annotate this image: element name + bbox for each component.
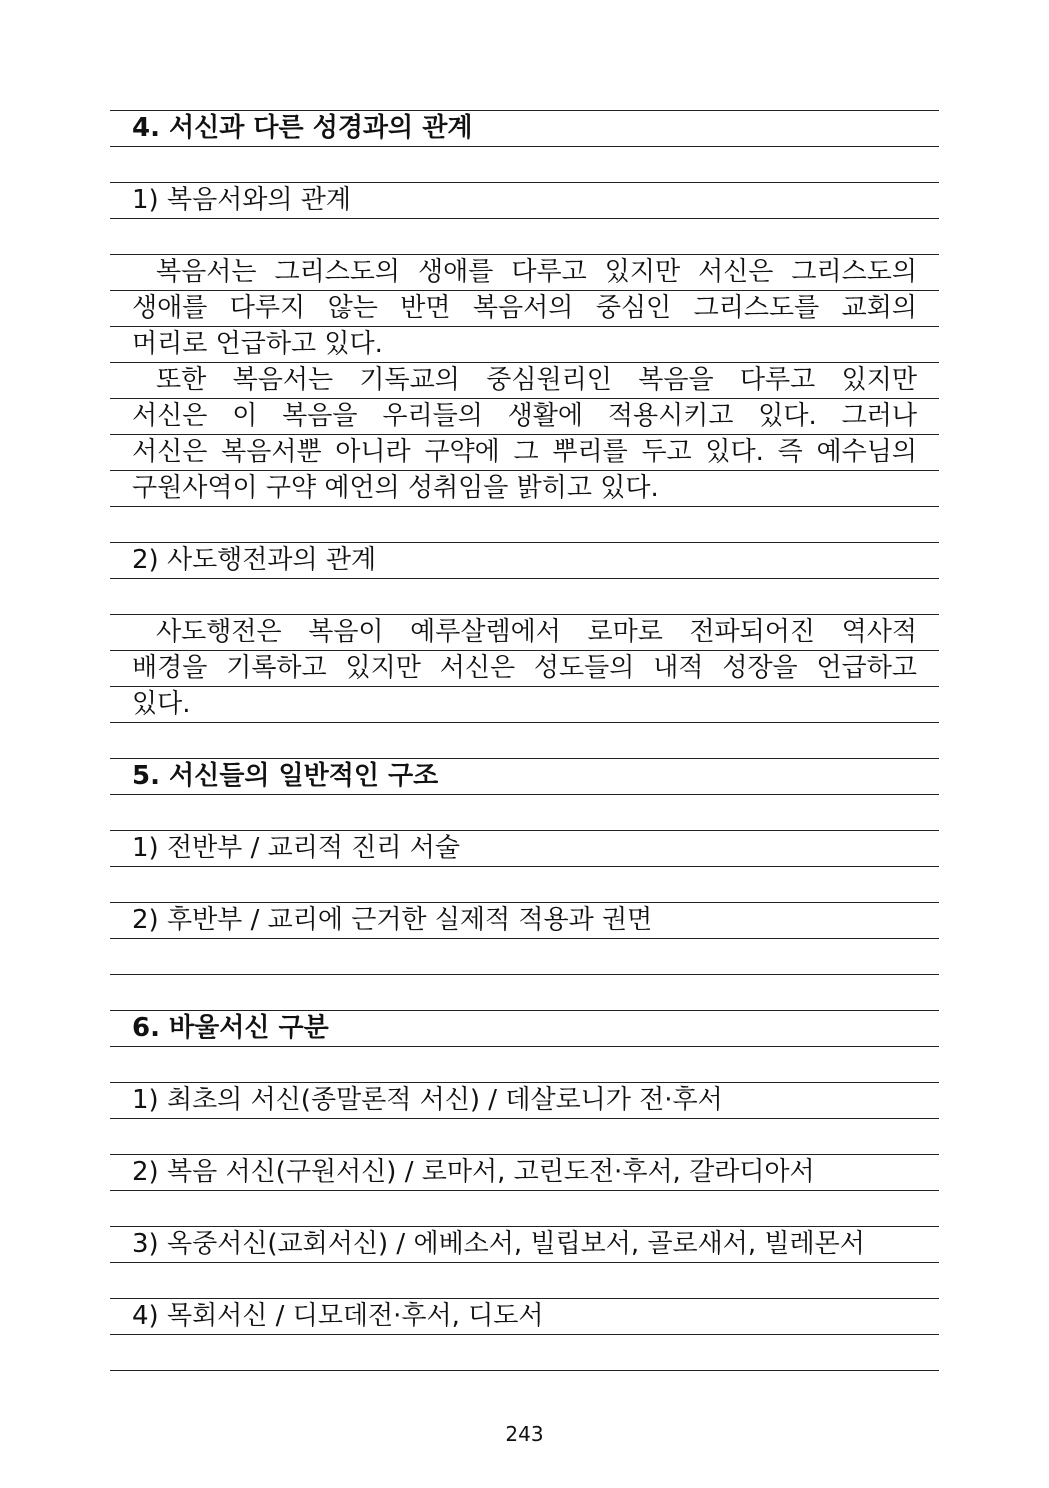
blank-line [110,1263,939,1299]
list-item: 1) 최초의 서신(종말론적 서신) / 데살로니가 전·후서 [110,1083,939,1119]
paragraph-line: 사도행전은 복음이 예루살렘에서 로마로 전파되어진 역사적 [110,615,939,651]
section-5-heading: 5. 서신들의 일반적인 구조 [110,759,939,795]
paragraph-line: 복음서는 그리스도의 생애를 다루고 있지만 서신은 그리스도의 [110,255,939,291]
list-item: 1) 전반부 / 교리적 진리 서술 [110,831,939,867]
paragraph-line: 서신은 복음서뿐 아니라 구약에 그 뿌리를 두고 있다. 즉 예수님의 [110,435,939,471]
blank-line [110,1119,939,1155]
list-item: 2) 복음 서신(구원서신) / 로마서, 고린도전·후서, 갈라디아서 [110,1155,939,1191]
paragraph-line: 머리로 언급하고 있다. [110,327,939,363]
ruled-lines [110,110,939,1371]
blank-line [110,147,939,183]
blank-line [110,1191,939,1227]
blank-line [110,867,939,903]
section-4-2-heading: 2) 사도행전과의 관계 [110,543,939,579]
list-item: 3) 옥중서신(교회서신) / 에베소서, 빌립보서, 골로새서, 빌레몬서 [110,1227,939,1263]
section-4-heading: 4. 서신과 다른 성경과의 관계 [110,111,939,147]
paragraph-line: 있다. [110,687,939,723]
blank-line [110,507,939,543]
blank-line [110,795,939,831]
blank-line [110,219,939,255]
paragraph-line: 생애를 다루지 않는 반면 복음서의 중심인 그리스도를 교회의 [110,291,939,327]
paragraph-line: 또한 복음서는 기독교의 중심원리인 복음을 다루고 있지만 [110,363,939,399]
paragraph-line: 배경을 기록하고 있지만 서신은 성도들의 내적 성장을 언급하고 [110,651,939,687]
blank-line [110,939,939,975]
page-number: 243 [505,1422,544,1446]
blank-line [110,975,939,1011]
list-item: 4) 목회서신 / 디모데전·후서, 디도서 [110,1299,939,1335]
blank-line [110,1335,939,1371]
paragraph-line: 구원사역이 구약 예언의 성취임을 밝히고 있다. [110,471,939,507]
blank-line [110,723,939,759]
section-4-1-heading: 1) 복음서와의 관계 [110,183,939,219]
ruled-page [110,110,939,1371]
list-item: 2) 후반부 / 교리에 근거한 실제적 적용과 권면 [110,903,939,939]
blank-line [110,579,939,615]
blank-line [110,1047,939,1083]
paragraph-line: 서신은 이 복음을 우리들의 생활에 적용시키고 있다. 그러나 [110,399,939,435]
section-6-heading: 6. 바울서신 구분 [110,1011,939,1047]
